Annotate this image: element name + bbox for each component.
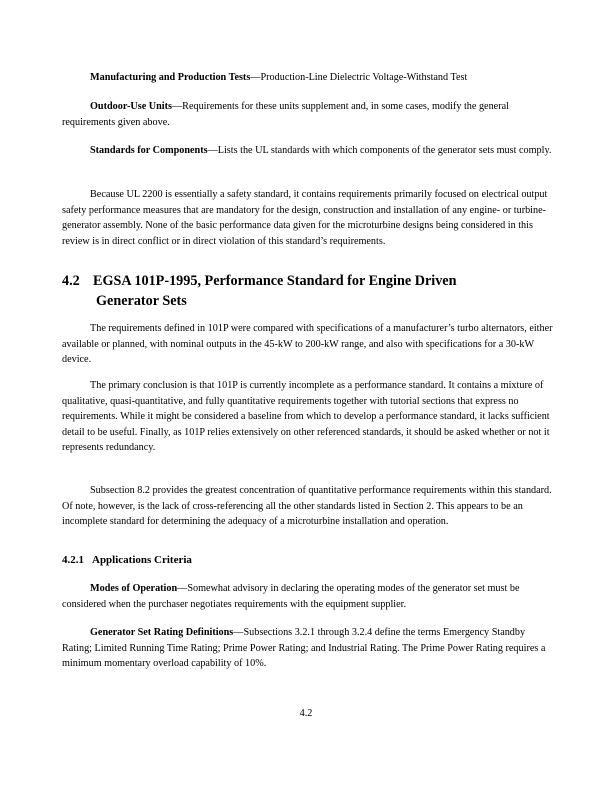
item-separator: —	[207, 145, 218, 156]
item-manufacturing-tests	[62, 70, 554, 86]
paragraph-requirements	[62, 321, 554, 368]
section-title-line1: EGSA 101P-1995, Performance Standard for Engine Driven	[93, 273, 457, 289]
item-modes-of-operation	[62, 581, 554, 612]
paragraph-text: Subsection 8.2 provides the greatest concentration of quantitative performance requirements within this standard. Of note, however, is the lack of cross-referencing all the other standards listed in Section 2. This appears to be an incomplete standard for determining the adequacy of a microturbine installation and operation.	[62, 485, 552, 528]
item-text: Requirements for these units supplement and, in some cases, modify the general requirements given above.	[62, 101, 509, 128]
paragraph-ul2200	[62, 187, 554, 249]
paragraph-text: The primary conclusion is that 101P is currently incomplete as a performance standard. It contains a mixture of qualitative, quasi-quantitative, and fully quantitative requirements together with tutorial sections that express no requirements. While it might be considered a baseline from which to develop a performance standard, it lacks sufficient detail to be useful. Finally, as 101P relies extensively on other referenced standards, it should be asked whether or not it represents redundancy.	[62, 380, 550, 454]
paragraph-text: Because UL 2200 is essentially a safety standard, it contains requirements primarily focused on electrical output safety performance measures that are mandatory for the design, construction and installation of any engine- or turbine-generator assembly. None of the basic performance data given for the microturbine designs being considered in this review is in direct conflict or in direct violation of this standard’s requirements.	[62, 189, 548, 247]
item-term: Generator Set Rating Definitions	[90, 627, 234, 638]
section-heading-4-2-1	[62, 553, 554, 568]
item-separator: —	[233, 627, 244, 638]
item-text: Subsections 3.2.1 through 3.2.4 define the terms Emergency Standby Rating; Limited Running Time Rating; Prime Power Rating; and Industrial Rating. The Prime Power Rating requires a minimum momentary overload capability of 10%.	[62, 627, 546, 670]
item-outdoor-use-units	[62, 99, 554, 130]
paragraph-conclusion	[62, 378, 554, 456]
item-term: Manufacturing and Production Tests	[90, 72, 251, 83]
item-term: Modes of Operation	[90, 583, 178, 594]
section-heading-4-2	[62, 272, 554, 311]
page-number: 4.2	[299, 708, 313, 719]
paragraph-text: The requirements defined in 101P were compared with specifications of a manufacturer’s turbo alternators, either available or planned, with nominal outputs in the 45-kW to 200-kW range, and also with specifications for a 30-kW device.	[62, 323, 553, 366]
item-separator: —	[171, 101, 183, 112]
section-title-line2: Generator Sets	[96, 292, 187, 309]
item-separator: —	[250, 72, 261, 83]
item-text: Lists the UL standards with which components of the generator sets must comply.	[217, 145, 552, 156]
item-term: Standards for Components	[90, 145, 208, 156]
paragraph-subsection-8-2	[62, 483, 554, 530]
item-text: Somewhat advisory in declaring the operating modes of the generator set must be considered when the purchaser negotiates requirements with the equipment supplier.	[62, 583, 520, 610]
section-number: 4.2	[62, 273, 80, 289]
subsection-number: 4.2.1	[62, 554, 84, 566]
item-standards-for-components	[62, 143, 554, 159]
item-separator: —	[177, 583, 188, 594]
item-generator-set-rating-definitions	[62, 625, 554, 672]
item-text: Production-Line Dielectric Voltage-Withstand Test	[260, 72, 468, 83]
item-term: Outdoor-Use Units	[90, 101, 172, 112]
subsection-title: Applications Criteria	[92, 554, 192, 566]
